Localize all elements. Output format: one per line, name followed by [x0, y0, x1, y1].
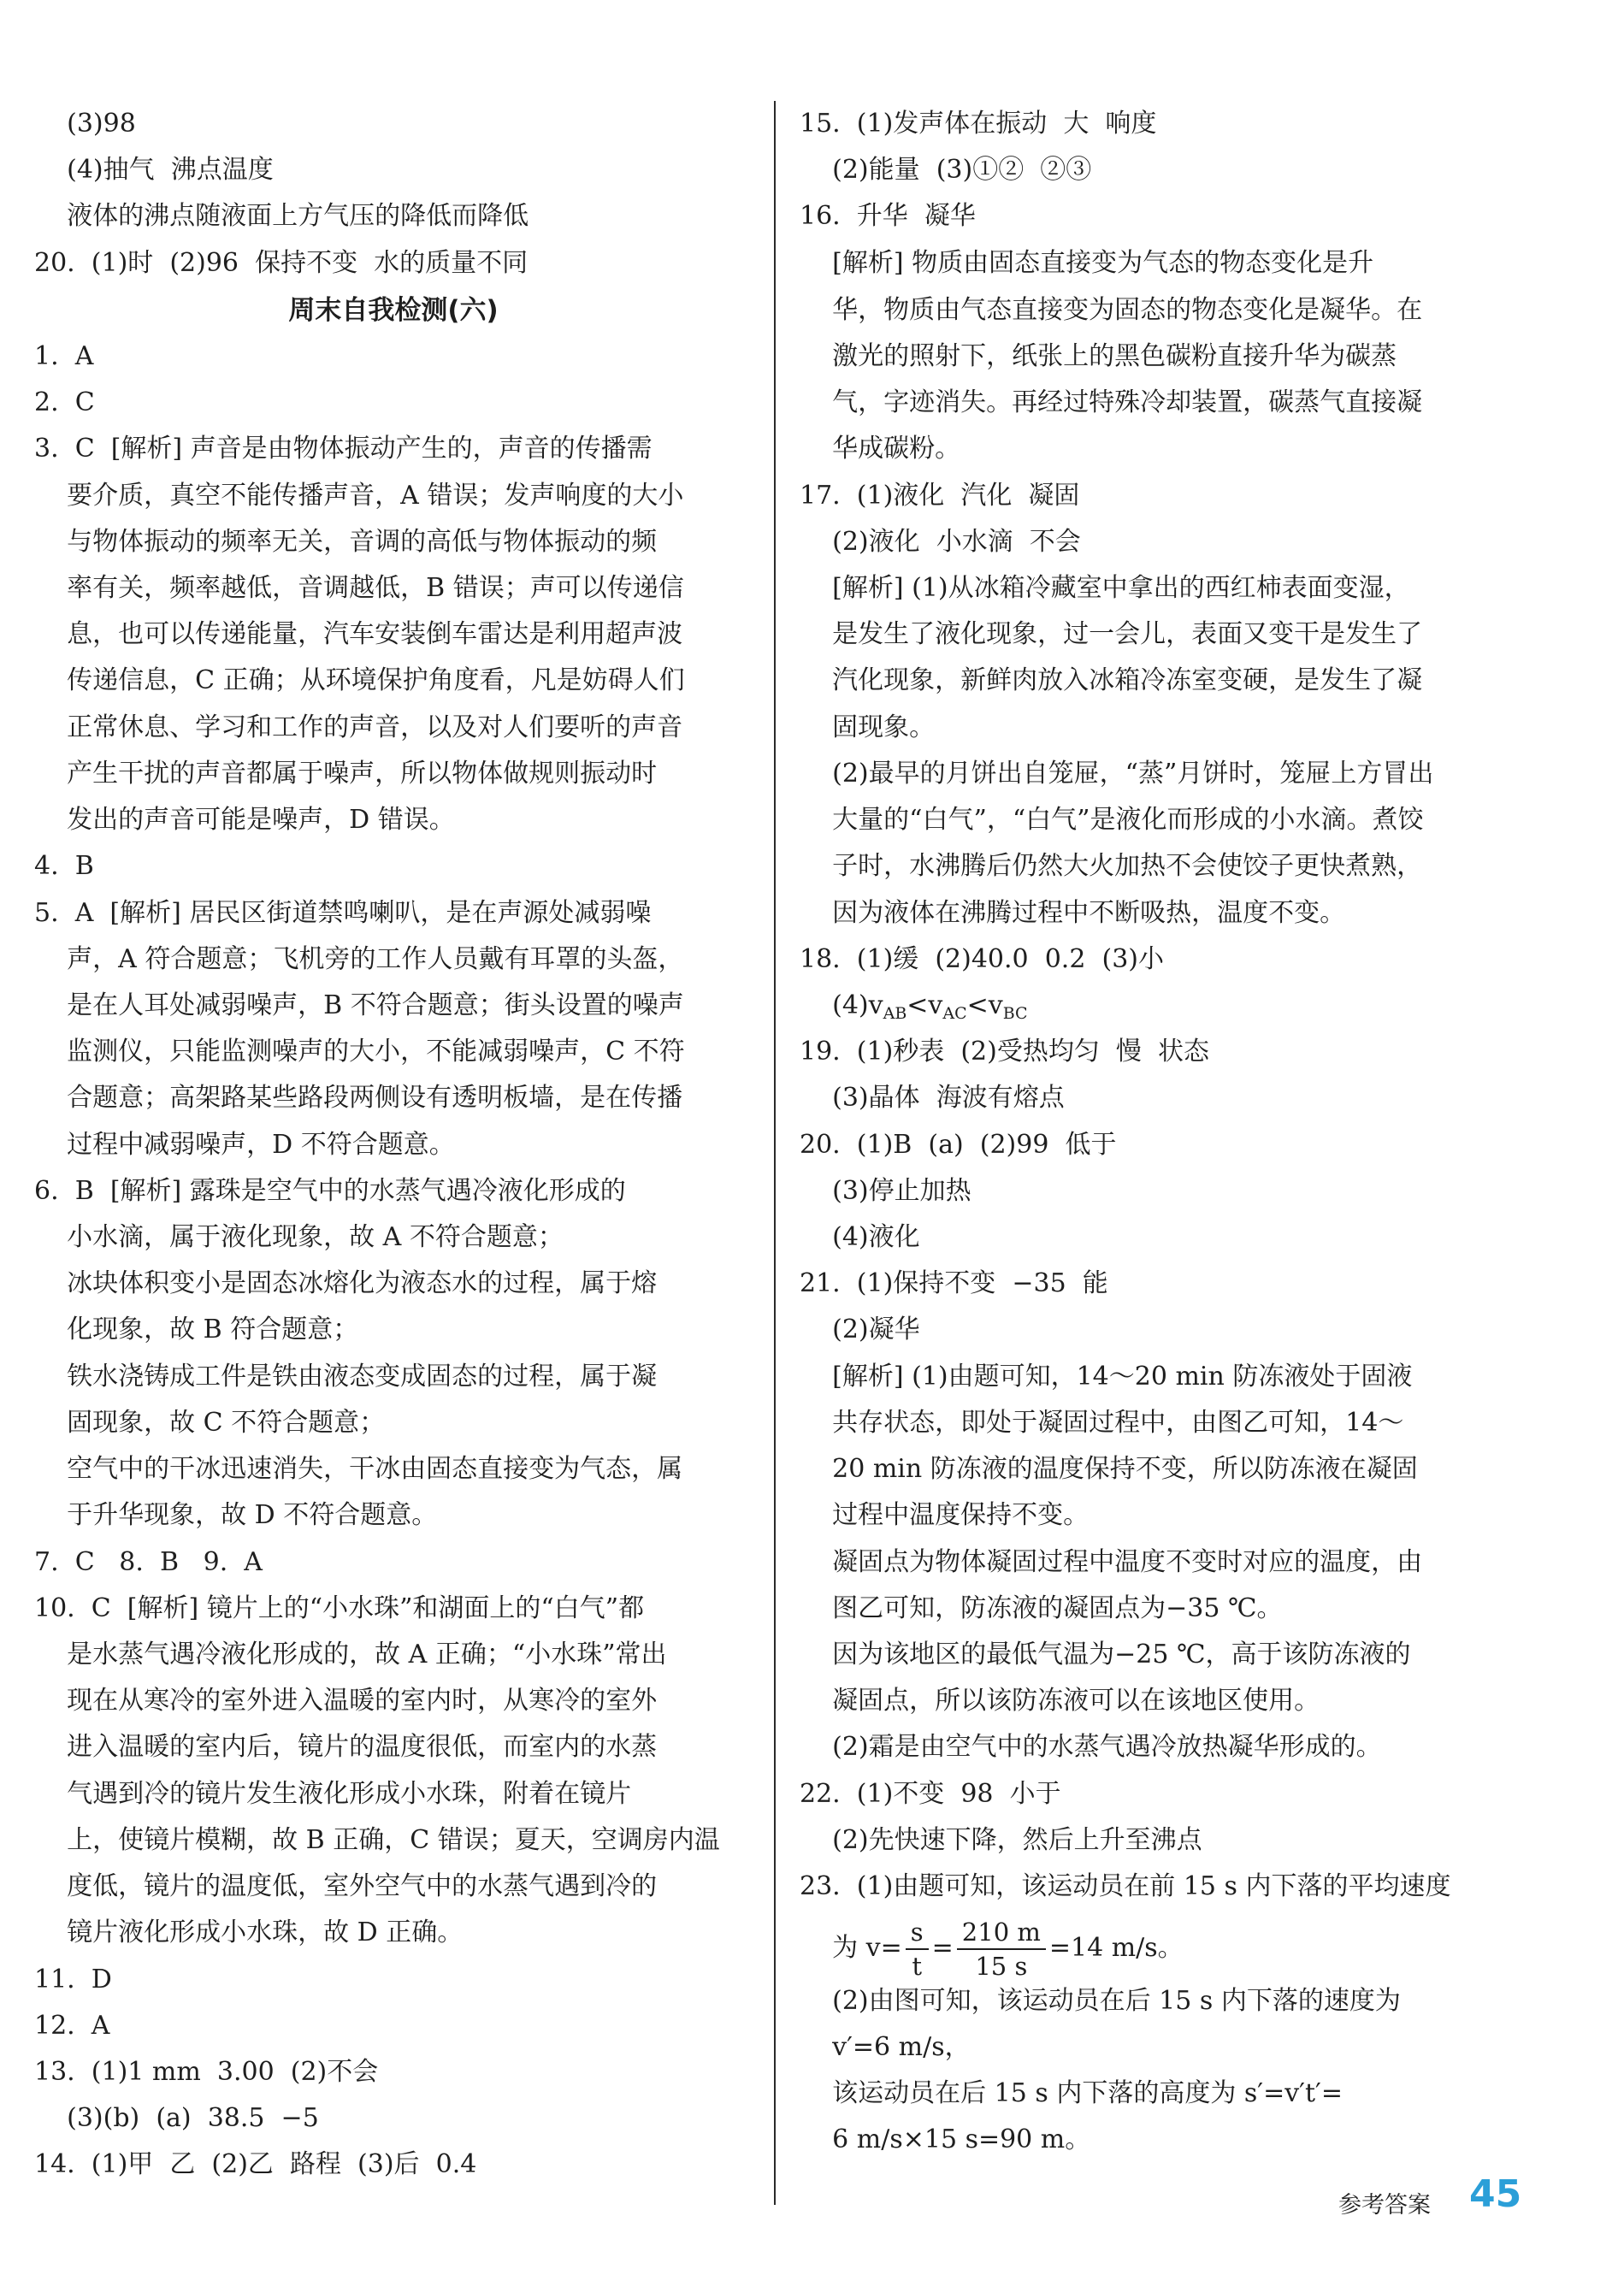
text-line: 10. C [解析] 镜片上的“小水珠”和湖面上的“白气”都 — [34, 1593, 645, 1623]
text-line: 发出的声音可能是噪声，D 错误。 — [34, 805, 455, 835]
fraction — [906, 1916, 929, 1982]
text-line: 12. A — [34, 2011, 110, 2041]
text-line: (3)晶体 海波有熔点 — [800, 1083, 1065, 1113]
text-line: 进入温暖的室内后，镜片的温度很低，而室内的水蒸 — [34, 1732, 658, 1762]
section-title: 周末自我检测(六) — [288, 295, 499, 326]
text-line: 传递信息，C 正确；从环境保护角度看，凡是妨碍人们 — [34, 665, 685, 695]
text-line: 监测仪，只能监测噪声的大小，不能减弱噪声，C 不符 — [34, 1037, 685, 1067]
formula-text: = — [931, 1933, 954, 1963]
text-line: (4)抽气 沸点温度 — [34, 155, 274, 185]
text-line: 14. (1)甲 乙 (2)乙 路程 (3)后 0.4 — [34, 2149, 477, 2179]
text-line: 4. B — [34, 851, 94, 881]
text-line: 20. (1)B (a) (2)99 低于 — [800, 1130, 1117, 1160]
text-line: 现在从寒冷的室外进入温暖的室内时，从寒冷的室外 — [34, 1686, 658, 1716]
text-line: 产生干扰的声音都属于噪声，所以物体做规则振动时 — [34, 759, 658, 789]
formula-text: (4)v — [800, 990, 883, 1020]
text-line: 华成碳粉。 — [800, 434, 961, 464]
text-line: 过程中减弱噪声，D 不符合题意。 — [34, 1130, 455, 1160]
formula-text: =14 m/s。 — [1048, 1933, 1184, 1963]
subscript: AB — [883, 1004, 907, 1023]
text-line: 19. (1)秒表 (2)受热均匀 慢 状态 — [800, 1037, 1209, 1067]
text-line: 率有关，频率越低，音调越低，B 错误；声可以传递信 — [34, 573, 684, 603]
text-line: 子时，水沸腾后仍然大火加热不会使饺子更快煮熟， — [800, 851, 1423, 881]
page-number: 45 — [1469, 2172, 1522, 2216]
text-line: 凝固点，所以该防冻液可以在该地区使用。 — [800, 1686, 1320, 1716]
text-line: 1. A — [34, 341, 94, 371]
text-line: 因为该地区的最低气温为−25 ℃，高于该防冻液的 — [800, 1640, 1411, 1669]
formula-text: <v — [966, 990, 1003, 1020]
text-line: 镜片液化形成小水珠，故 D 正确。 — [34, 1918, 464, 1947]
text-line: [解析] (1)从冰箱冷藏室中拿出的西红柿表面变湿， — [800, 573, 1410, 603]
text-line: (2)最早的月饼出自笼屉，“蒸”月饼时，笼屉上方冒出 — [800, 759, 1434, 789]
text-line: 冰块体积变小是固态冰熔化为液态水的过程，属于熔 — [34, 1268, 658, 1298]
text-line: 度低，镜片的温度低，室外空气中的水蒸气遇到冷的 — [34, 1871, 658, 1901]
text-line: 过程中温度保持不变。 — [800, 1500, 1090, 1530]
text-line: 共存状态，即处于凝固过程中，由图乙可知，14～ — [800, 1408, 1404, 1438]
text-line: 6. B [解析] 露珠是空气中的水蒸气遇冷液化形成的 — [34, 1176, 626, 1206]
text-line: [解析] (1)由题可知，14～20 min 防冻液处于固液 — [800, 1362, 1413, 1392]
text-line: 20 min 防冻液的温度保持不变，所以防冻液在凝固 — [800, 1454, 1418, 1484]
subscript: AC — [942, 1004, 967, 1023]
text-line: (4)液化 — [800, 1222, 920, 1252]
text-line: (3)停止加热 — [800, 1176, 971, 1206]
text-line: 23. (1)由题可知，该运动员在前 15 s 内下落的平均速度 — [800, 1871, 1451, 1901]
text-line: 18. (1)缓 (2)40.0 0.2 (3)小 — [800, 944, 1164, 974]
text-line: 汽化现象，新鲜肉放入冰箱冷冻室变硬，是发生了凝 — [800, 665, 1423, 695]
text-line: 该运动员在后 15 s 内下落的高度为 s′=v′t′= — [800, 2078, 1343, 2108]
subscript: BC — [1002, 1004, 1028, 1023]
fraction — [957, 1916, 1046, 1982]
text-line: 化现象，故 B 符合题意； — [34, 1315, 359, 1344]
text-line: 上，使镜片模糊，故 B 正确，C 错误；夏天，空调房内温 — [34, 1825, 720, 1855]
text-line: 11. D — [34, 1965, 112, 1994]
text-line: 息，也可以传递能量，汽车安装倒车雷达是利用超声波 — [34, 619, 683, 649]
text-line: 是在人耳处减弱噪声，B 不符合题意；街头设置的噪声 — [34, 990, 684, 1020]
text-line: 气，字迹消失。再经过特殊冷却装置，碳蒸气直接凝 — [800, 387, 1423, 417]
text-line: (3)(b) (a) 38.5 −5 — [34, 2103, 319, 2133]
text-line: (2)霜是由空气中的水蒸气遇冷放热凝华形成的。 — [800, 1732, 1382, 1762]
text-line: 小水滴，属于液化现象，故 A 不符合题意； — [34, 1222, 564, 1252]
text-line: 固现象，故 C 不符合题意； — [34, 1408, 386, 1438]
text-line: [解析] 物质由固态直接变为气态的物态变化是升 — [800, 248, 1374, 278]
text-line: (2)凝华 — [800, 1315, 920, 1344]
fraction-numerator: 210 m — [957, 1916, 1046, 1950]
text-line: (2)液化 小水滴 不会 — [800, 527, 1081, 557]
text-line: 气遇到冷的镜片发生液化形成小水珠，附着在镜片 — [34, 1779, 632, 1809]
text-line: 3. C [解析] 声音是由物体振动产生的，声音的传播需 — [34, 434, 653, 464]
text-line: 大量的“白气”，“白气”是液化而形成的小水滴。煮饺 — [800, 805, 1424, 835]
text-line: (3)98 — [34, 109, 136, 139]
text-line: 因为液体在沸腾过程中不断吸热，温度不变。 — [800, 898, 1346, 928]
text-line: 13. (1)1 mm 3.00 (2)不会 — [34, 2057, 379, 2087]
text-line: (2)由图可知，该运动员在后 15 s 内下落的速度为 — [800, 1986, 1401, 2016]
text-line: 空气中的干冰迅速消失，干冰由固态直接变为气态，属 — [34, 1454, 683, 1484]
text-line: 6 m/s×15 s=90 m。 — [800, 2124, 1091, 2154]
text-line: 要介质，真空不能传播声音，A 错误；发声响度的大小 — [34, 481, 684, 511]
text-line: 图乙可知，防冻液的凝固点为−35 ℃。 — [800, 1593, 1283, 1623]
text-line: 正常休息、学习和工作的声音，以及对人们要听的声音 — [34, 712, 683, 742]
fraction-numerator: s — [906, 1916, 929, 1950]
text-line: 5. A [解析] 居民区街道禁鸣喇叭，是在声源处减弱噪 — [34, 898, 652, 928]
fraction-denominator: 15 s — [975, 1952, 1028, 1981]
text-line: 21. (1)保持不变 −35 能 — [800, 1268, 1108, 1298]
text-line: 7. C 8. B 9. A — [34, 1547, 263, 1577]
text-line: 16. 升华 凝华 — [800, 201, 976, 231]
text-line: 激光的照射下，纸张上的黑色碳粉直接升华为碳蒸 — [800, 341, 1397, 371]
formula-text: <v — [906, 990, 943, 1020]
text-line: 于升华现象，故 D 不符合题意。 — [34, 1500, 438, 1530]
text-line: 是水蒸气遇冷液化形成的，故 A 正确；“小水珠”常出 — [34, 1640, 667, 1669]
text-line: (2)先快速下降，然后上升至沸点 — [800, 1825, 1202, 1855]
text-line: 固现象。 — [800, 712, 936, 742]
answer-23-formula — [800, 1916, 1184, 1981]
text-line: 22. (1)不变 98 小于 — [800, 1779, 1061, 1809]
text-line: 是发生了液化现象，过一会儿，表面又变干是发生了 — [800, 619, 1423, 649]
text-line: v′=6 m/s， — [800, 2032, 971, 2062]
footer-label: 参考答案 — [1338, 2192, 1431, 2219]
text-line: 华，物质由气态直接变为固态的物态变化是凝华。在 — [800, 295, 1423, 325]
text-line: (2)能量 (3)①② ②③ — [800, 155, 1092, 185]
text-line: 凝固点为物体凝固过程中温度不变时对应的温度，由 — [800, 1547, 1423, 1577]
text-line: 声，A 符合题意；飞机旁的工作人员戴有耳罩的头盔， — [34, 944, 684, 974]
text-line: 15. (1)发声体在振动 大 响度 — [800, 109, 1157, 139]
column-divider — [774, 101, 776, 2205]
text-line: 铁水浇铸成工件是铁由液态变成固态的过程，属于凝 — [34, 1362, 658, 1392]
text-line: 2. C — [34, 387, 95, 417]
text-line: 合题意；高架路某些路段两侧设有透明板墙，是在传播 — [34, 1083, 683, 1113]
formula-text: 为 v= — [800, 1933, 902, 1963]
text-line: 20. (1)时 (2)96 保持不变 水的质量不同 — [34, 248, 529, 278]
fraction-denominator: t — [912, 1952, 923, 1981]
text-line: 液体的沸点随液面上方气压的降低而降低 — [34, 201, 529, 231]
answer-18-4 — [800, 984, 1028, 1027]
text-line: 与物体振动的频率无关，音调的高低与物体振动的频 — [34, 527, 658, 557]
text-line: 17. (1)液化 汽化 凝固 — [800, 481, 1080, 511]
